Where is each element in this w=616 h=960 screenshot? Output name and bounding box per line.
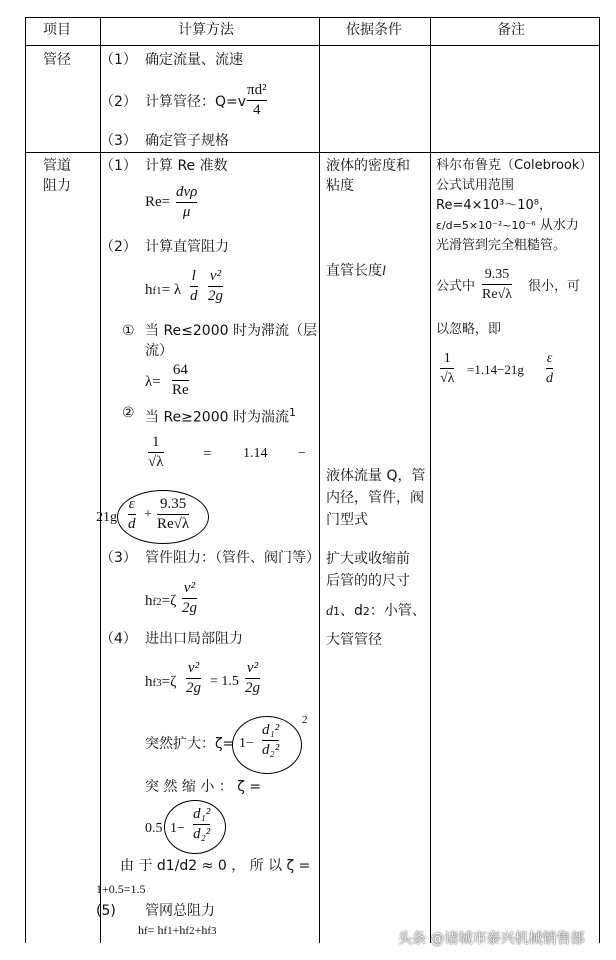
cond-5-d1: d: [326, 604, 333, 619]
hf2-fraction: [182, 580, 197, 617]
lam2-fraction: [148, 434, 164, 471]
re-lhs: Re=: [145, 194, 171, 210]
step-1-num: （1）: [100, 52, 137, 68]
m5-s2: f2: [185, 925, 195, 937]
lam2b-pre: 21g: [96, 510, 117, 525]
shrink-label: 突 然 缩 小 ： ζ =: [145, 779, 262, 795]
note-8-fraction-ed: [546, 350, 553, 387]
note-8-fraction-ed-num: ε: [546, 351, 553, 366]
m1-num: （1）: [100, 158, 137, 174]
hf1-fraction-ld: [190, 268, 198, 305]
lam1-fraction-num: 64: [172, 362, 188, 378]
hf2-h: h: [145, 593, 153, 609]
re-fraction: [176, 184, 197, 221]
m5-text: 管网总阻力: [145, 903, 215, 919]
re-fraction-den: μ: [182, 204, 191, 220]
re-fraction-num: dνρ: [176, 184, 198, 200]
step-3-num: （3）: [100, 133, 137, 149]
step-3-text: 确定管子规格: [145, 133, 229, 149]
m2-text: 计算直管阻力: [145, 239, 229, 255]
m3-num: （3）: [100, 550, 137, 566]
watermark: 头条 @诸城市泰兴机械销售部: [398, 931, 585, 947]
note-6-fraction: [482, 266, 512, 303]
header-note: 备注: [497, 22, 525, 38]
lam2b-fraction-ed: [128, 496, 136, 533]
cond-2-text: 直管长度: [326, 263, 382, 279]
hf2-eq: =ζ: [161, 593, 177, 609]
m5-num: (5): [96, 903, 116, 919]
table-col-divider-2: [319, 17, 320, 943]
cond-5: [326, 601, 426, 622]
lam2-eq: =: [203, 446, 212, 462]
note-5: 光滑管到完全粗糙管。: [436, 238, 567, 253]
cond-5-rest: ：小管、: [369, 603, 426, 619]
lam2-text: [145, 403, 296, 428]
note-6b: 很小，可: [528, 279, 581, 294]
lam2-val: 1.14: [243, 446, 268, 461]
m5-p2: +h: [194, 923, 208, 937]
note-4: [436, 216, 579, 236]
since-text: 由 于 d1/d2 ≈ 0 ， 所 以 ζ =: [120, 858, 311, 874]
hf3-mid: = 1.5: [210, 674, 239, 689]
note-8-mid: =1.14−21g: [467, 362, 524, 377]
m5-sub: f: [144, 925, 148, 937]
header-method: 计算方法: [178, 22, 234, 38]
note-7: 以忽略，即: [436, 322, 502, 337]
table-border-row: [25, 152, 600, 153]
cond-3b: 内径，管件，阀: [326, 490, 424, 506]
hf1-sub: f1: [152, 285, 162, 297]
m5-p1: +h: [172, 923, 186, 937]
lam2b-plus: +: [144, 507, 152, 522]
m4-text: 进出口局部阻力: [145, 631, 243, 647]
note-3: Re=4×10³～10⁸，: [436, 198, 553, 213]
cond-5d: 大管管径: [326, 632, 382, 648]
cond-5-s2: 2: [362, 605, 370, 618]
hf1-fraction-v2-den: 2g: [208, 288, 223, 304]
hf1-eq: = λ: [161, 282, 182, 298]
m5-formula: [138, 920, 217, 941]
cond-4b: 后管的的尺寸: [326, 573, 410, 589]
hf3-fraction-2-den: 2g: [245, 680, 260, 696]
cond-3: 液体流量 Q，管: [326, 468, 426, 484]
hf1-lhs: [145, 280, 181, 301]
expand-fraction: [262, 722, 279, 759]
cond-2-var: l: [382, 264, 386, 279]
table-col-divider-3: [430, 17, 431, 943]
hf3-fraction-2: [245, 660, 260, 697]
lam2-sup: 1: [288, 406, 296, 419]
hf2-fraction-num: v²: [183, 580, 196, 596]
cond-5-d2: 、d: [340, 603, 363, 619]
cond-2: [326, 261, 386, 282]
hf3-lhs: [145, 672, 176, 693]
m5-h: h: [138, 923, 144, 937]
m5-s3: f3: [207, 925, 217, 937]
shrink-fraction: [193, 806, 210, 843]
step-2-text: 计算管径：Q=v: [145, 94, 247, 110]
note-4b: 从水力: [535, 218, 579, 233]
m4-num: （4）: [100, 631, 137, 647]
m3-text: 管件阻力：（管件、阀门等）: [145, 550, 320, 566]
diameter-formula: [247, 82, 267, 119]
expand-label: 突然扩大：ζ=: [145, 736, 235, 752]
hf3-fraction-1: [186, 660, 201, 697]
hf1-fraction-v2-num: v²: [209, 268, 222, 284]
shrink-fraction-den: d₂²: [193, 826, 211, 842]
row-item-resistance-2: 阻力: [43, 178, 71, 194]
lam1-text2: 流）: [145, 343, 173, 359]
table-border-header: [25, 45, 600, 46]
note-8-fraction-den: √λ: [440, 371, 455, 386]
lam2-fraction-num: 1: [152, 434, 160, 450]
lam2b-fraction-re-den: Re√λ: [157, 516, 190, 532]
hf1-fraction-v2: [208, 268, 223, 305]
note-8-fraction-num: 1: [443, 351, 451, 366]
expand-fraction-num: d₁²: [262, 722, 280, 738]
lam2b-fraction-ed-den: d: [128, 516, 136, 532]
note-1: 科尔布鲁克（Colebrook）: [436, 158, 593, 173]
row-item-diameter: 管径: [43, 52, 71, 68]
table-border-top: [25, 17, 600, 18]
lam2-text-main: 当 Re≥2000 时为湍流: [145, 409, 289, 426]
cond-1b: 粘度: [326, 178, 354, 194]
lam2-minus: −: [298, 446, 306, 461]
lam1-lhs: λ=: [145, 374, 161, 390]
expand-exp: 2: [302, 714, 308, 726]
hf1-h: h: [145, 282, 153, 298]
shrink-coef: 0.5: [145, 821, 163, 836]
note-8-fraction: [440, 350, 454, 387]
hf3-fraction-1-num: v²: [187, 660, 200, 676]
hf3-eq: =ζ: [161, 674, 177, 690]
note-6-fraction-num: 9.35: [484, 267, 510, 282]
step-1-text: 确定流量、流速: [145, 52, 243, 68]
hf2-fraction-den: 2g: [182, 600, 197, 616]
lam2b-fraction-re-num: 9.35: [159, 496, 187, 512]
lam2b-fraction-ed-num: ε: [128, 496, 135, 512]
shrink-one: 1−: [170, 821, 185, 836]
note-6-fraction-den: Re√λ: [482, 287, 513, 302]
lam1-fraction-den: Re: [172, 382, 189, 398]
hf2-sub: f2: [152, 596, 162, 608]
m1-text: 计算 Re 准数: [145, 158, 228, 174]
lam1-fraction: [172, 362, 189, 399]
expand-one: 1−: [239, 736, 254, 751]
lam1-mark: ①: [122, 323, 135, 339]
header-item: 项目: [43, 22, 71, 38]
since-text2: 1+0.5=1.5: [96, 882, 146, 896]
header-condition: 依据条件: [346, 22, 402, 38]
hf3-h: h: [145, 674, 153, 690]
lam1-text: 当 Re≤2000 时为滞流（层: [145, 323, 317, 339]
note-2: 公式试用范围: [436, 178, 515, 193]
cond-5-s1: 1: [333, 605, 340, 618]
m2-num: （2）: [100, 239, 137, 255]
cond-1: 液体的密度和: [326, 158, 410, 174]
hf3-sub: f3: [152, 677, 162, 689]
note-4a: ε/d=5×10⁻²~10⁻⁶: [436, 219, 536, 232]
cond-4: 扩大或收缩前: [326, 551, 410, 567]
diameter-formula-num: πd²: [247, 82, 267, 98]
table-border-left: [25, 17, 26, 943]
table-border-right: [599, 17, 600, 943]
note-8-fraction-ed-den: d: [546, 371, 553, 386]
diameter-formula-den: 4: [253, 102, 261, 118]
hf1-fraction-ld-num: l: [191, 268, 196, 284]
hf2-lhs: [145, 591, 176, 612]
expand-fraction-den: d₂²: [262, 742, 280, 758]
hf3-fraction-2-num: v²: [246, 660, 259, 676]
step-2-num: （2）: [100, 94, 137, 110]
cond-3c: 门型式: [326, 512, 368, 528]
row-item-resistance-1: 管道: [43, 158, 71, 174]
shrink-fraction-num: d₁²: [193, 806, 211, 822]
lam2b-fraction-re: [157, 496, 189, 533]
m5-rhs: = h: [147, 923, 164, 937]
lam2-mark: ②: [122, 405, 135, 421]
lam2-fraction-den: √λ: [148, 454, 164, 470]
note-6a: 公式中: [436, 279, 476, 294]
hf3-fraction-1-den: 2g: [186, 680, 201, 696]
hf1-fraction-ld-den: d: [190, 288, 198, 304]
m5-s1: f1: [163, 925, 173, 937]
